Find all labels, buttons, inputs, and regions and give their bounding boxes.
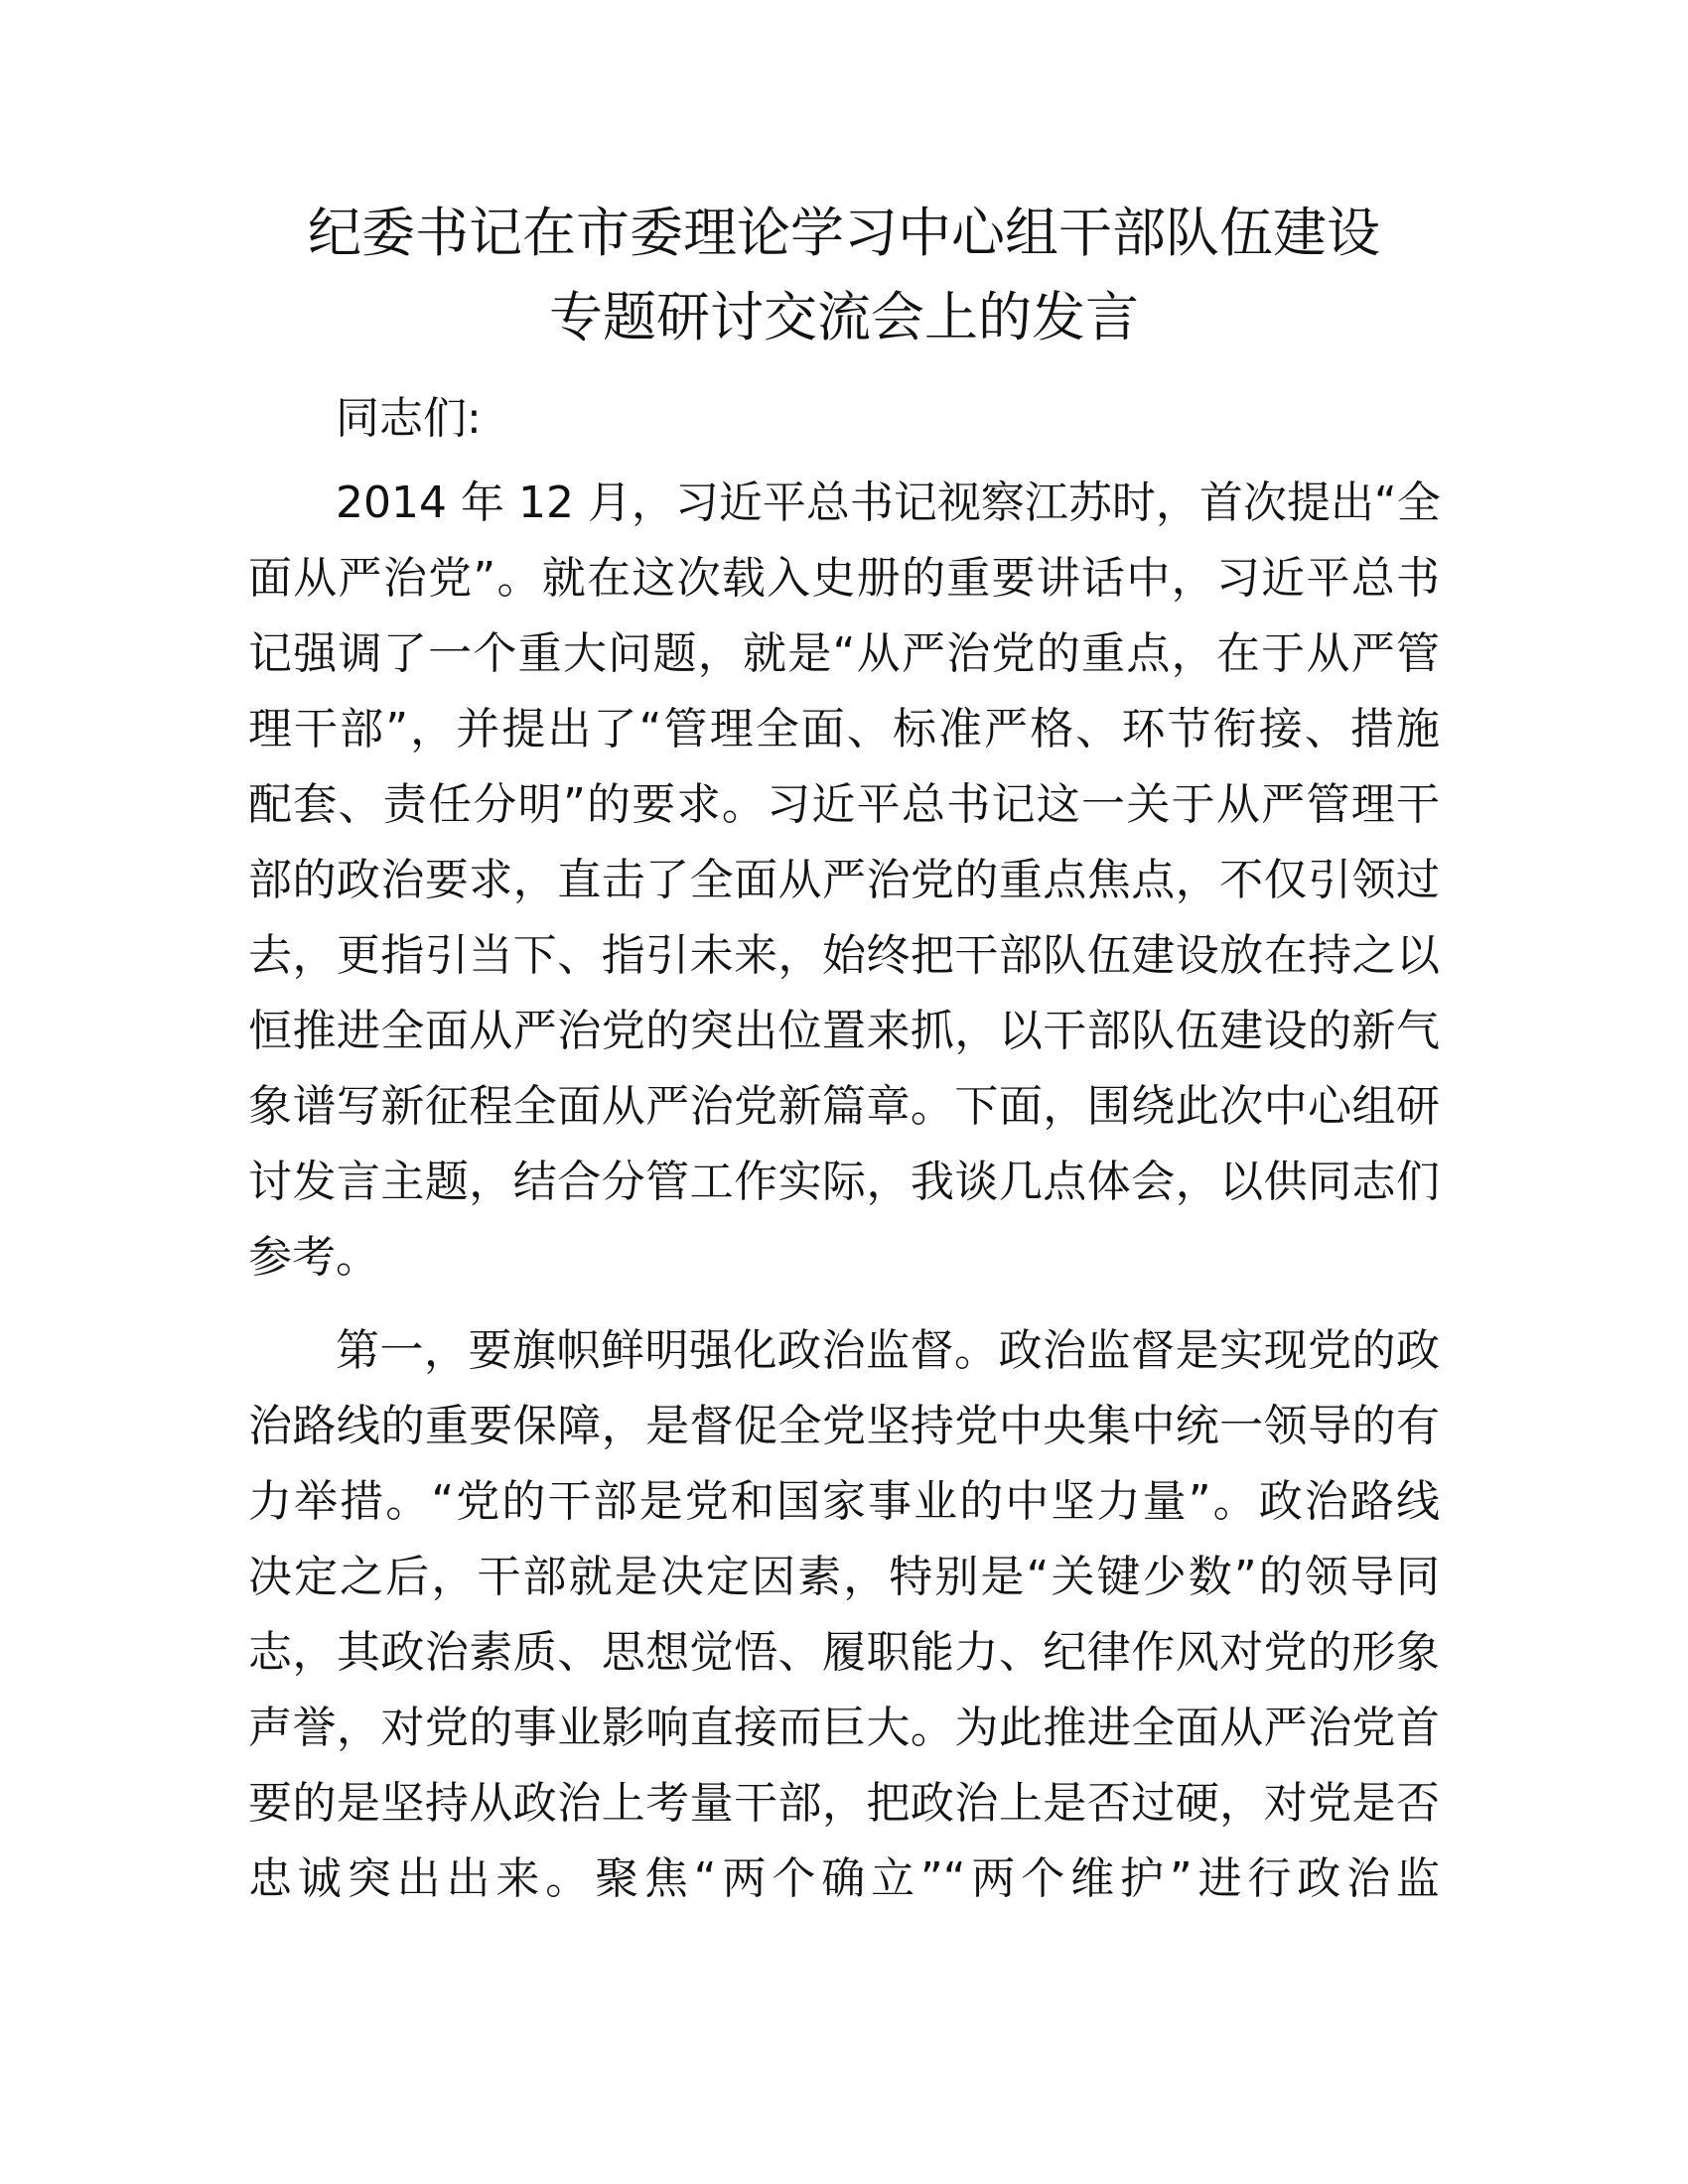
paragraph-1-line: 面从严治党”。就在这次载入史册的重要讲话中，习近平总书 [248, 553, 1440, 604]
paragraph-1-line: 配套、责任分明”的要求。习近平总书记这一关于从严管理干 [248, 779, 1440, 830]
paragraph-1-line: 记强调了一个重大问题，就是“从严治党的重点，在于从严管 [248, 628, 1440, 679]
paragraph-1-line: 部的政治要求，直击了全面从严治党的重点焦点，不仅引领过 [248, 855, 1440, 905]
paragraph-2-line: 声誉，对党的事业影响直接而巨大。为此推进全面从严治党首 [248, 1703, 1440, 1753]
paragraph-2-line: 治路线的重要保障，是督促全党坚持党中央集中统一领导的有 [248, 1401, 1440, 1451]
document-title-line-2: 专题研讨交流会上的发言 [549, 286, 1139, 348]
salutation: 同志们: [336, 393, 482, 444]
paragraph-2-line: 要的是坚持从政治上考量干部，把政治上是否过硬，对党是否 [248, 1778, 1440, 1829]
paragraph-1-line: 象谱写新征程全面从严治党新篇章。下面，围绕此次中心组研 [248, 1081, 1440, 1132]
paragraph-2-line: 力举措。“党的干部是党和国家事业的中坚力量”。政治路线 [248, 1476, 1440, 1527]
paragraph-2-line: 决定之后，干部就是决定因素，特别是“关键少数”的领导同 [248, 1552, 1440, 1602]
paragraph-1-line: 参考。 [248, 1232, 379, 1283]
document-title-line-1: 纪委书记在市委理论学习中心组干部队伍建设 [308, 202, 1380, 264]
paragraph-2-line: 志，其政治素质、思想觉悟、履职能力、纪律作风对党的形象 [248, 1627, 1440, 1678]
paragraph-1-line: 2014 年 12 月，习近平总书记视察江苏时，首次提出“全 [336, 478, 1441, 528]
paragraph-1-line: 讨发言主题，结合分管工作实际，我谈几点体会，以供同志们 [248, 1157, 1440, 1207]
paragraph-2-line: 忠诚突出出来。聚焦“两个确立”“两个维护”进行政治监 [248, 1853, 1440, 1904]
paragraph-1-line: 去，更指引当下、指引未来，始终把干部队伍建设放在持之以 [248, 930, 1440, 981]
paragraph-1-line: 恒推进全面从严治党的突出位置来抓，以干部队伍建设的新气 [248, 1006, 1440, 1056]
paragraph-1-line: 理干部”，并提出了“管理全面、标准严格、环节衔接、措施 [248, 704, 1440, 754]
paragraph-2-line: 第一，要旗帜鲜明强化政治监督。政治监督是实现党的政 [336, 1325, 1440, 1376]
